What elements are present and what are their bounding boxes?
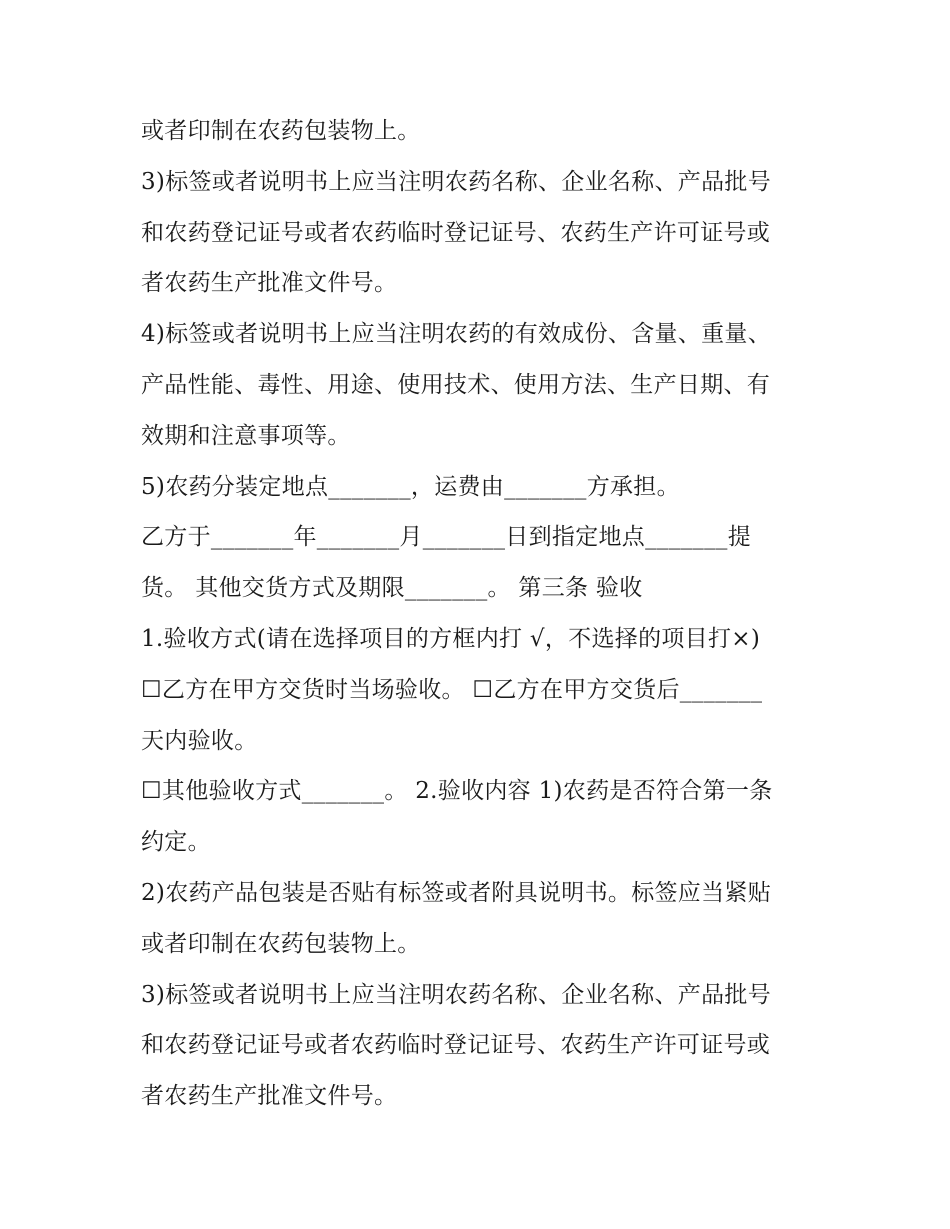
text-line: 天内验收。 [141, 727, 258, 754]
text-line: 产品性能、毒性、用途、使用技术、使用方法、生产日期、有 [141, 371, 771, 398]
text-line: 约定。 [141, 829, 211, 856]
text-line: 4)标签或者说明书上应当注明农药的有效成份、含量、重量、 [141, 321, 772, 348]
text-line: 3)标签或者说明书上应当注明农药名称、企业名称、产品批号 [141, 168, 772, 195]
text-line: 2)农药产品包装是否贴有标签或者附具说明书。标签应当紧贴 [141, 879, 772, 906]
text-line: 者农药生产批准文件号。 [141, 1083, 398, 1110]
document-body [141, 106, 831, 1122]
text-line: 和农药登记证号或者农药临时登记证号、农药生产许可证号或 [141, 219, 771, 246]
text-line: 或者印制在农药包装物上。 [141, 930, 421, 957]
text-line: 3)标签或者说明书上应当注明农药名称、企业名称、产品批号 [141, 981, 772, 1008]
text-line: 5)农药分装定地点_______，运费由_______方承担。 [141, 473, 680, 500]
text-line: 效期和注意事项等。 [141, 422, 351, 449]
text-line: 货。 其他交货方式及期限_______。 第三条 验收 [141, 575, 643, 602]
text-line: ☐乙方在甲方交货时当场验收。 ☐乙方在甲方交货后_______ [141, 676, 763, 703]
text-line: 1.验收方式(请在选择项目的方框内打 √，不选择的项目打×) [141, 625, 761, 652]
text-line: ☐其他验收方式_______。 2.验收内容 1)农药是否符合第一条 [141, 778, 773, 805]
text-line: 乙方于_______年_______月_______日到指定地点_______提 [141, 524, 751, 551]
text-line: 者农药生产批准文件号。 [141, 270, 398, 297]
text-line: 或者印制在农药包装物上。 [141, 118, 421, 144]
text-line: 和农药登记证号或者农药临时登记证号、农药生产许可证号或 [141, 1032, 771, 1059]
